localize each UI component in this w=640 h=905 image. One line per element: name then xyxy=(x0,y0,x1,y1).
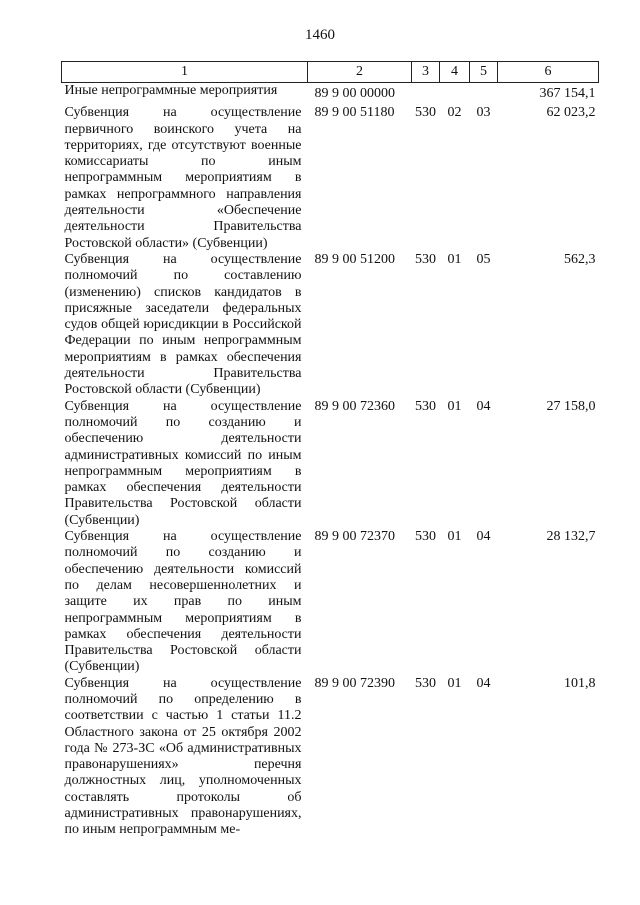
header-col-1: 1 xyxy=(62,62,308,83)
page-number: 1460 xyxy=(305,27,335,43)
row-rz xyxy=(440,83,470,106)
header-col-5: 5 xyxy=(470,62,498,83)
row-amount: 562,3 xyxy=(564,251,596,267)
row-description: Субвенция на осуществление полномочий по составлению (изменению) списков кандидатов в присяжные заседатели федеральных судов общей юрисдикции в Российской Федерации по иным непрограммным мероприятиям в рамках обеспечения деятельности Правительства Ростовской области (Субвенции) xyxy=(64,251,302,398)
row-pr: 05 xyxy=(476,251,491,267)
row-description: Субвенция на осуществление первичного воинского учета на территориях, где отсутствуют военные комиссариаты по иным непрограммным мероприятиям в рамках непрограммного направления деятельности «Обеспечение деятельности Правительства Ростовской области» (Субвенции) xyxy=(64,105,302,251)
row-rz: 01 xyxy=(447,675,462,691)
row-code: 89 9 00 72370 xyxy=(314,529,395,545)
row-rz: 01 xyxy=(447,529,462,545)
row-description: Иные непрограммные мероприятия xyxy=(64,83,278,98)
row-vr: 530 xyxy=(415,398,436,414)
row-description: Субвенция на осуществление полномочий по созданию и обеспечению деятельности комиссий по делам несовершеннолетних и защите их прав по иным непрограммным мероприятиям в рамках обеспечения деятельности Правительства Ростовской области (Субвенции) xyxy=(64,529,302,675)
row-amount: 62 023,2 xyxy=(546,105,596,121)
header-col-6: 6 xyxy=(498,62,599,83)
row-amount: 27 158,0 xyxy=(546,398,596,414)
row-amount: 367 154,1 xyxy=(539,86,596,101)
row-pr: 04 xyxy=(476,398,491,414)
table-row xyxy=(62,105,599,252)
row-code: 89 9 00 72390 xyxy=(314,675,395,691)
table-row xyxy=(62,252,599,399)
row-vr: 530 xyxy=(415,105,436,121)
row-pr xyxy=(470,83,498,106)
table-row xyxy=(62,529,599,676)
row-vr: 530 xyxy=(415,251,436,267)
table-row xyxy=(62,83,599,106)
row-pr: 04 xyxy=(476,675,491,691)
row-pr: 04 xyxy=(476,529,491,545)
row-code: 89 9 00 00000 xyxy=(314,86,395,101)
row-code: 89 9 00 72360 xyxy=(314,398,395,414)
header-col-3: 3 xyxy=(412,62,440,83)
row-rz: 02 xyxy=(447,105,462,121)
row-rz: 01 xyxy=(447,398,462,414)
table-row xyxy=(62,676,599,839)
row-amount: 101,8 xyxy=(564,675,596,691)
row-code: 89 9 00 51200 xyxy=(314,251,395,267)
row-rz: 01 xyxy=(447,251,462,267)
row-code: 89 9 00 51180 xyxy=(314,105,395,121)
row-vr: 530 xyxy=(415,529,436,545)
row-description: Субвенция на осуществление полномочий по определению в соответствии с частью 1 статьи 11.2 Областного закона от 25 октября 2002 года № 273-ЗС «Об административных правонарушениях» перечня должностных лиц, уполномоченных составлять протоколы об административных правонарушениях, по иным непрограммным ме- xyxy=(64,675,302,838)
row-pr: 03 xyxy=(476,105,491,121)
row-description: Субвенция на осуществление полномочий по созданию и обеспечению деятельности административных комиссий по иным непрограммным мероприятиям в рамках обеспечения деятельности Правительства Ростовской области (Субвенции) xyxy=(64,398,302,528)
header-col-2: 2 xyxy=(308,62,412,83)
row-amount: 28 132,7 xyxy=(546,529,596,545)
row-vr: 530 xyxy=(415,675,436,691)
budget-table xyxy=(61,61,599,839)
row-vr xyxy=(412,83,440,106)
table-row xyxy=(62,399,599,529)
header-col-4: 4 xyxy=(440,62,470,83)
table-header xyxy=(62,62,599,83)
